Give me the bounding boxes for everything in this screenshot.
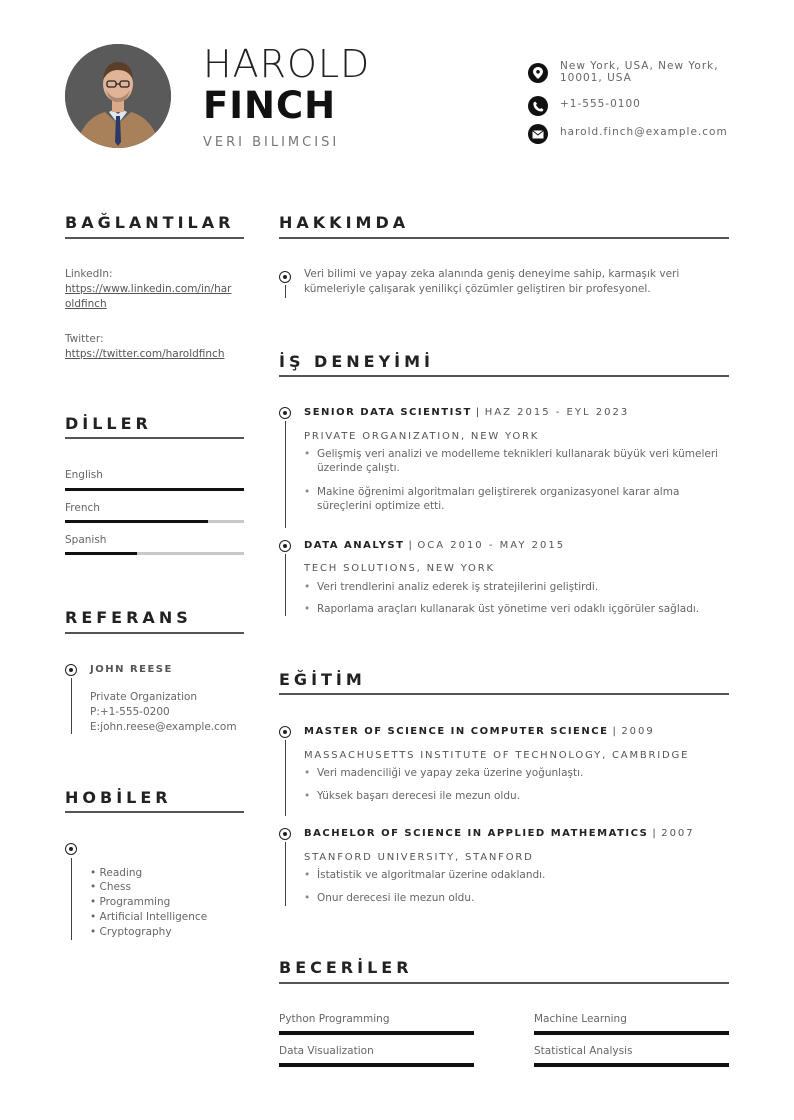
bullet-line: • Makine öğrenimi algoritmaları geliştirerek organizasyonel karar alma: [317, 486, 680, 498]
links-heading: BAĞLANTILAR: [65, 213, 235, 232]
timeline-dot-icon: [279, 540, 291, 552]
language-level-fill: [65, 552, 137, 555]
timeline-dot-icon: [279, 828, 291, 840]
divider: [65, 811, 244, 813]
address-line: 10001, USA: [560, 72, 632, 84]
education-bullet: [304, 789, 520, 803]
last-name: FINCH: [203, 84, 337, 127]
job-title: VERI BILIMCISI: [203, 135, 340, 150]
reference-email: E:john.reese@example.com: [90, 721, 237, 733]
degree-header: [304, 828, 695, 839]
job-date: HAZ 2015 - EYL 2023: [484, 407, 630, 418]
reference-organization: Private Organization: [90, 691, 198, 703]
about-text: [304, 267, 679, 297]
timeline-line: [71, 678, 72, 734]
timeline-dot-icon: [279, 407, 291, 419]
hobby-item: • Reading: [90, 867, 143, 879]
bullet-line: • Onur derecesi ile mezun oldu.: [317, 892, 475, 904]
hobby-item: • Cryptography: [90, 926, 172, 938]
first-name: HAROLD: [203, 42, 371, 86]
reference-phone: P:+1-555-0200: [90, 706, 170, 718]
divider: [279, 982, 729, 984]
degree-title: MASTER OF SCIENCE IN COMPUTER SCIENCE: [304, 726, 609, 737]
bullet-line: • Raporlama araçları kullanarak üst yönetime veri odaklı içgörüler sağladı.: [317, 603, 700, 615]
school-name: MASSACHUSETTS INSTITUTE OF TECHNOLOGY, CAMBRIDGE: [304, 750, 690, 761]
timeline-line: [285, 285, 286, 298]
skill-level-bar: [279, 1063, 474, 1067]
about-line: kümeleriyle çalışarak yenilikçi çözümler geliştiren bir profesyonel.: [304, 283, 651, 295]
job-date: OCA 2010 - MAY 2015: [417, 540, 566, 551]
language-level-bar: [65, 552, 244, 555]
language-name: English: [65, 469, 103, 481]
timeline-line: [285, 554, 286, 616]
job-bullet: [304, 602, 699, 616]
bullet-line: üzerinde çalıştı.: [317, 462, 400, 474]
timeline-dot-icon: [279, 726, 291, 738]
twitter-link[interactable]: https://twitter.com/haroldfinch: [65, 348, 225, 360]
skill-name: Machine Learning: [534, 1013, 627, 1025]
education-bullet: [304, 868, 545, 882]
divider: [279, 375, 729, 377]
language-level-bar: [65, 520, 244, 523]
about-line: Veri bilimi ve yapay zeka alanında geniş deneyime sahip, karmaşık veri: [304, 268, 680, 280]
job-organization: PRIVATE ORGANIZATION, NEW YORK: [304, 431, 540, 442]
hobby-item: • Artificial Intelligence: [90, 911, 208, 923]
job-bullet: [304, 580, 598, 594]
skill-level-bar: [279, 1031, 474, 1035]
about-heading: HAKKIMDA: [279, 213, 410, 232]
degree-header: [304, 726, 655, 737]
address-line: New York, USA, New York,: [560, 60, 719, 72]
job-title: DATA ANALYST: [304, 540, 405, 551]
education-bullet: [304, 766, 583, 780]
separator: |: [652, 828, 658, 839]
divider: [65, 437, 244, 439]
timeline-line: [71, 858, 72, 940]
language-level-bar: [65, 488, 244, 491]
timeline-line: [285, 421, 286, 528]
skills-heading: BECERİLER: [279, 958, 413, 977]
contact-address: [560, 60, 719, 84]
linkedin-label: LinkedIn:: [65, 268, 113, 280]
bullet-line: süreçlerini optimize etti.: [317, 500, 445, 512]
reference-name: JOHN REESE: [90, 664, 173, 675]
skill-name: Python Programming: [279, 1013, 390, 1025]
twitter-label: Twitter:: [65, 333, 104, 345]
profile-photo: [65, 44, 171, 148]
job-header: [304, 407, 629, 418]
skill-name: Data Visualization: [279, 1045, 374, 1057]
job-bullet: [304, 485, 679, 513]
job-title: SENIOR DATA SCIENTIST: [304, 407, 472, 418]
divider: [279, 693, 729, 695]
references-heading: REFERANS: [65, 608, 192, 627]
skill-level-bar: [534, 1063, 729, 1067]
language-name: Spanish: [65, 534, 107, 546]
map-pin-icon: [528, 63, 548, 83]
skill-level-bar: [534, 1031, 729, 1035]
envelope-icon: [528, 124, 548, 144]
divider: [279, 237, 729, 239]
degree-title: BACHELOR OF SCIENCE IN APPLIED MATHEMATICS: [304, 828, 649, 839]
language-level-fill: [65, 488, 244, 491]
hobby-item: • Programming: [90, 896, 171, 908]
timeline-dot-icon: [65, 843, 77, 855]
job-bullet: [304, 447, 718, 475]
separator: |: [612, 726, 618, 737]
degree-year: 2007: [661, 828, 695, 839]
divider: [65, 237, 244, 239]
language-name: French: [65, 502, 100, 514]
timeline-dot-icon: [279, 271, 291, 283]
divider: [65, 632, 244, 634]
timeline-dot-icon: [65, 664, 77, 676]
separator: |: [408, 540, 414, 551]
bullet-line: • İstatistik ve algoritmalar üzerine odaklandı.: [317, 869, 546, 881]
hobby-item: • Chess: [90, 881, 131, 893]
bullet-line: • Veri madenciliği ve yapay zeka üzerine yoğunlaştı.: [317, 767, 584, 779]
bullet-line: • Gelişmiş veri analizi ve modelleme teknikleri kullanarak büyük veri kümeleri: [317, 448, 719, 460]
school-name: STANFORD UNIVERSITY, STANFORD: [304, 852, 534, 863]
language-level-fill: [65, 520, 208, 523]
linkedin-link[interactable]: [65, 282, 231, 312]
linkedin-url-line[interactable]: oldfinch: [65, 298, 107, 310]
contact-phone[interactable]: +1-555-0100: [560, 98, 641, 110]
job-header: [304, 540, 565, 551]
contact-email[interactable]: harold.finch@example.com: [560, 126, 728, 138]
education-bullet: [304, 891, 474, 905]
languages-heading: DİLLER: [65, 414, 152, 433]
job-organization: TECH SOLUTIONS, NEW YORK: [304, 563, 495, 574]
hobbies-heading: HOBİLER: [65, 788, 172, 807]
linkedin-url-line[interactable]: https://www.linkedin.com/in/har: [65, 283, 232, 295]
education-heading: EĞİTİM: [279, 670, 366, 689]
bullet-line: • Yüksek başarı derecesi ile mezun oldu.: [317, 790, 520, 802]
phone-icon: [528, 96, 548, 116]
experience-heading: İŞ DENEYİMİ: [279, 352, 434, 371]
bullet-line: • Veri trendlerini analiz ederek iş stratejilerini geliştirdi.: [317, 581, 599, 593]
timeline-line: [285, 740, 286, 816]
timeline-line: [285, 842, 286, 906]
skill-name: Statistical Analysis: [534, 1045, 633, 1057]
separator: |: [475, 407, 481, 418]
degree-year: 2009: [621, 726, 655, 737]
